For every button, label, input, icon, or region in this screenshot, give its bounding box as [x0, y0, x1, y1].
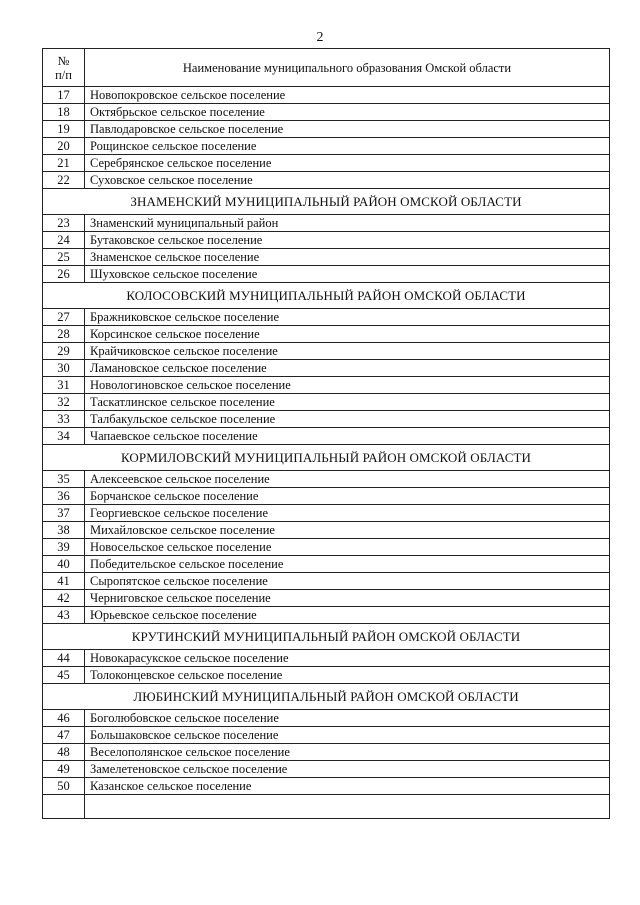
- table-row: [43, 121, 610, 138]
- municipality-name: Новокарасукское сельское поселение: [85, 650, 610, 667]
- municipality-name: Чапаевское сельское поселение: [85, 428, 610, 445]
- municipality-name: Черниговское сельское поселение: [85, 590, 610, 607]
- table-row: [43, 326, 610, 343]
- empty-cell: [85, 795, 610, 819]
- municipality-name: Знаменский муниципальный район: [85, 215, 610, 232]
- municipality-name: Борчанское сельское поселение: [85, 488, 610, 505]
- row-number: 27: [43, 309, 85, 326]
- municipality-name: Большаковское сельское поселение: [85, 727, 610, 744]
- table-row: [43, 573, 610, 590]
- table-row: [43, 505, 610, 522]
- table-row: [43, 155, 610, 172]
- row-number: 42: [43, 590, 85, 607]
- row-number: 38: [43, 522, 85, 539]
- district-name: КРУТИНСКИЙ МУНИЦИПАЛЬНЫЙ РАЙОН ОМСКОЙ ОБЛАСТИ: [43, 624, 610, 650]
- table-row: [43, 471, 610, 488]
- row-number: 17: [43, 87, 85, 104]
- table-row: [43, 590, 610, 607]
- row-number: 33: [43, 411, 85, 428]
- table-row: [43, 266, 610, 283]
- header-name-label: Наименование муниципального образования Омской области: [182, 60, 512, 75]
- page-number: 2: [316, 30, 324, 45]
- table-row: [43, 539, 610, 556]
- row-number: 26: [43, 266, 85, 283]
- municipality-name: Серебрянское сельское поселение: [85, 155, 610, 172]
- district-name: ЗНАМЕНСКИЙ МУНИЦИПАЛЬНЫЙ РАЙОН ОМСКОЙ ОБЛАСТИ: [43, 189, 610, 215]
- municipality-name: Новологиновское сельское поселение: [85, 377, 610, 394]
- table-row: [43, 522, 610, 539]
- row-number: 40: [43, 556, 85, 573]
- row-number: 37: [43, 505, 85, 522]
- row-number: 31: [43, 377, 85, 394]
- table-row: [43, 428, 610, 445]
- district-header-row: [43, 684, 610, 710]
- district-name: КОРМИЛОВСКИЙ МУНИЦИПАЛЬНЫЙ РАЙОН ОМСКОЙ ОБЛАСТИ: [43, 445, 610, 471]
- municipality-name: Ламановское сельское поселение: [85, 360, 610, 377]
- municipality-name: Сыропятское сельское поселение: [85, 573, 610, 590]
- row-number: 20: [43, 138, 85, 155]
- table-row: [43, 172, 610, 189]
- district-header-row: [43, 445, 610, 471]
- municipality-name: Толоконцевское сельское поселение: [85, 667, 610, 684]
- row-number: 46: [43, 710, 85, 727]
- row-number: 25: [43, 249, 85, 266]
- municipality-name: Бражниковское сельское поселение: [85, 309, 610, 326]
- municipality-name: Новопокровское сельское поселение: [85, 87, 610, 104]
- table-row: [43, 215, 610, 232]
- table-body: [43, 49, 610, 819]
- district-header-row: [43, 624, 610, 650]
- table-row: [43, 104, 610, 121]
- table-row: [43, 727, 610, 744]
- row-number: 34: [43, 428, 85, 445]
- row-number: 35: [43, 471, 85, 488]
- header-name-cell: [85, 49, 610, 87]
- row-number: 28: [43, 326, 85, 343]
- row-number: 41: [43, 573, 85, 590]
- table-row: [43, 138, 610, 155]
- row-number: 24: [43, 232, 85, 249]
- table-row: [43, 343, 610, 360]
- district-name: КОЛОСОВСКИЙ МУНИЦИПАЛЬНЫЙ РАЙОН ОМСКОЙ ОБЛАСТИ: [43, 283, 610, 309]
- table-row: [43, 778, 610, 795]
- row-number: 45: [43, 667, 85, 684]
- table-row: [43, 710, 610, 727]
- municipality-name: Октябрьское сельское поселение: [85, 104, 610, 121]
- header-number-label: № п/п: [55, 53, 72, 82]
- row-number: 50: [43, 778, 85, 795]
- municipality-name: Павлодаровское сельское поселение: [85, 121, 610, 138]
- row-number: 23: [43, 215, 85, 232]
- municipality-name: Михайловское сельское поселение: [85, 522, 610, 539]
- municipality-name: Талбакульское сельское поселение: [85, 411, 610, 428]
- row-number: 47: [43, 727, 85, 744]
- municipality-name: Таскатлинское сельское поселение: [85, 394, 610, 411]
- table-row: [43, 667, 610, 684]
- row-number: 44: [43, 650, 85, 667]
- municipality-name: Победительское сельское поселение: [85, 556, 610, 573]
- table-header-row: [43, 49, 610, 87]
- row-number: 21: [43, 155, 85, 172]
- municipality-name: Шуховское сельское поселение: [85, 266, 610, 283]
- municipality-name: Юрьевское сельское поселение: [85, 607, 610, 624]
- table-row: [43, 309, 610, 326]
- row-number: 18: [43, 104, 85, 121]
- row-number: 43: [43, 607, 85, 624]
- row-number: 30: [43, 360, 85, 377]
- municipality-name: Знаменское сельское поселение: [85, 249, 610, 266]
- municipalities-table: [42, 48, 610, 819]
- municipality-name: Георгиевское сельское поселение: [85, 505, 610, 522]
- district-header-row: [43, 189, 610, 215]
- municipality-name: Боголюбовское сельское поселение: [85, 710, 610, 727]
- row-number: 32: [43, 394, 85, 411]
- municipality-name: Корсинское сельское поселение: [85, 326, 610, 343]
- row-number: 36: [43, 488, 85, 505]
- table-row: [43, 232, 610, 249]
- table-row: [43, 377, 610, 394]
- table-row: [43, 556, 610, 573]
- header-number-cell: [43, 49, 85, 87]
- municipality-name: Рощинское сельское поселение: [85, 138, 610, 155]
- table-row: [43, 761, 610, 778]
- table-row: [43, 607, 610, 624]
- row-number: 39: [43, 539, 85, 556]
- municipality-name: Новосельское сельское поселение: [85, 539, 610, 556]
- row-number: 22: [43, 172, 85, 189]
- table-row: [43, 744, 610, 761]
- district-header-row: [43, 283, 610, 309]
- row-number: 19: [43, 121, 85, 138]
- municipality-name: Суховское сельское поселение: [85, 172, 610, 189]
- district-name: ЛЮБИНСКИЙ МУНИЦИПАЛЬНЫЙ РАЙОН ОМСКОЙ ОБЛАСТИ: [43, 684, 610, 710]
- row-number: 48: [43, 744, 85, 761]
- municipality-name: Крайчиковское сельское поселение: [85, 343, 610, 360]
- row-number: 49: [43, 761, 85, 778]
- table-row: [43, 650, 610, 667]
- municipality-name: Казанское сельское поселение: [85, 778, 610, 795]
- table-row: [43, 249, 610, 266]
- table-row: [43, 394, 610, 411]
- municipality-name: Веселополянское сельское поселение: [85, 744, 610, 761]
- table-row: [43, 360, 610, 377]
- empty-cell: [43, 795, 85, 819]
- municipality-name: Бутаковское сельское поселение: [85, 232, 610, 249]
- table-row: [43, 87, 610, 104]
- table-row: [43, 488, 610, 505]
- municipality-name: Замелетеновское сельское поселение: [85, 761, 610, 778]
- row-number: 29: [43, 343, 85, 360]
- table-row: [43, 411, 610, 428]
- empty-row: [43, 795, 610, 819]
- municipality-name: Алексеевское сельское поселение: [85, 471, 610, 488]
